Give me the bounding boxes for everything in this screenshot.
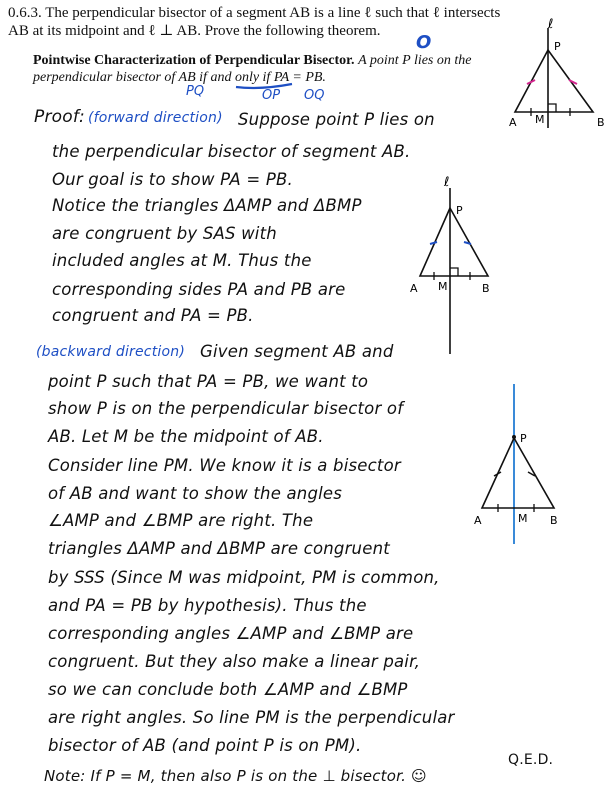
proof-line: Our goal is to show PA = PB. — [52, 170, 293, 189]
figure-bottom — [472, 380, 572, 550]
figure-middle — [408, 168, 504, 358]
theorem-body: A point P lies on the perpendicular bisector of AB if and only if PA = PB. — [33, 53, 472, 85]
proof-line: included angles at M. Thus the — [52, 251, 312, 270]
triangle — [420, 208, 488, 276]
proof-line: bisector of AB (and point P is on PM). — [48, 736, 362, 755]
label-p: P — [554, 40, 561, 53]
proof-line: congruent and PA = PB. — [52, 306, 254, 325]
proof-line: corresponding sides PA and PB are — [52, 280, 346, 299]
proof-line: Given segment AB and — [200, 342, 394, 361]
proof-line: Notice the triangles ΔAMP and ΔBMP — [52, 196, 362, 215]
proof-line: triangles ΔAMP and ΔBMP are congruent — [48, 539, 390, 558]
label-p: P — [520, 432, 527, 445]
label-p: P — [456, 204, 463, 217]
label-m: M — [535, 113, 545, 126]
annotation-pq: PQ — [186, 84, 205, 99]
proof-label: Proof: — [34, 107, 85, 127]
label-a: A — [410, 282, 418, 295]
forward-label: (forward direction) — [88, 110, 223, 126]
label-a: A — [509, 116, 517, 129]
theorem-title: Pointwise Characterization of Perpendicular Bisector. — [33, 53, 355, 68]
annotation-circle: O — [416, 32, 432, 53]
problem-text: The perpendicular bisector of a segment AB is a line ℓ such that ℓ intersects AB at its midpoint and ℓ ⊥ AB. Prove the following theorem. — [8, 5, 501, 39]
proof-line: are right angles. So line PM is the perpendicular — [48, 708, 455, 727]
point-p — [512, 435, 516, 439]
label-line: ℓ — [548, 17, 554, 32]
proof-line: congruent. But they also make a linear pair, — [48, 652, 421, 671]
triangle — [515, 50, 593, 112]
qed: Q.E.D. — [508, 752, 554, 768]
label-b: B — [550, 514, 558, 527]
proof-line: the perpendicular bisector of segment AB. — [52, 142, 411, 161]
label-m: M — [518, 512, 528, 525]
note: Note: If P = M, then also P is on the ⊥ bisector. ☺ — [44, 767, 427, 785]
problem-number: 0.6.3. — [8, 5, 42, 21]
proof-line: ∠AMP and ∠BMP are right. The — [48, 511, 314, 530]
proof-line: AB. Let M be the midpoint of AB. — [48, 427, 324, 446]
proof-line: Consider line PM. We know it is a bisector — [48, 456, 401, 475]
proof-line: show P is on the perpendicular bisector of — [48, 399, 404, 418]
right-angle-mark — [450, 268, 458, 276]
proof-line: by SSS (Since M was midpoint, PM is common, — [48, 568, 440, 587]
proof-line: of AB and want to show the angles — [48, 484, 343, 503]
tick-mark — [430, 242, 437, 244]
proof-line: and PA = PB by hypothesis). Thus the — [48, 596, 367, 615]
triangle — [482, 438, 554, 508]
proof-line: point P such that PA = PB, we want to — [48, 372, 369, 391]
annotation-op: OP — [262, 88, 281, 103]
proof-line: are congruent by SAS with — [52, 224, 277, 243]
proof-line: corresponding angles ∠AMP and ∠BMP are — [48, 624, 414, 643]
backward-label: (backward direction) — [36, 344, 185, 360]
label-a: A — [474, 514, 482, 527]
label-b: B — [597, 116, 605, 129]
right-angle-mark — [548, 104, 556, 112]
label-m: M — [438, 280, 448, 293]
label-line: ℓ — [444, 175, 450, 190]
proof-line: Suppose point P lies on — [238, 110, 435, 129]
label-b: B — [482, 282, 490, 295]
figure-top — [505, 17, 609, 132]
annotation-oq: OQ — [304, 88, 325, 103]
proof-line: so we can conclude both ∠AMP and ∠BMP — [48, 680, 408, 699]
